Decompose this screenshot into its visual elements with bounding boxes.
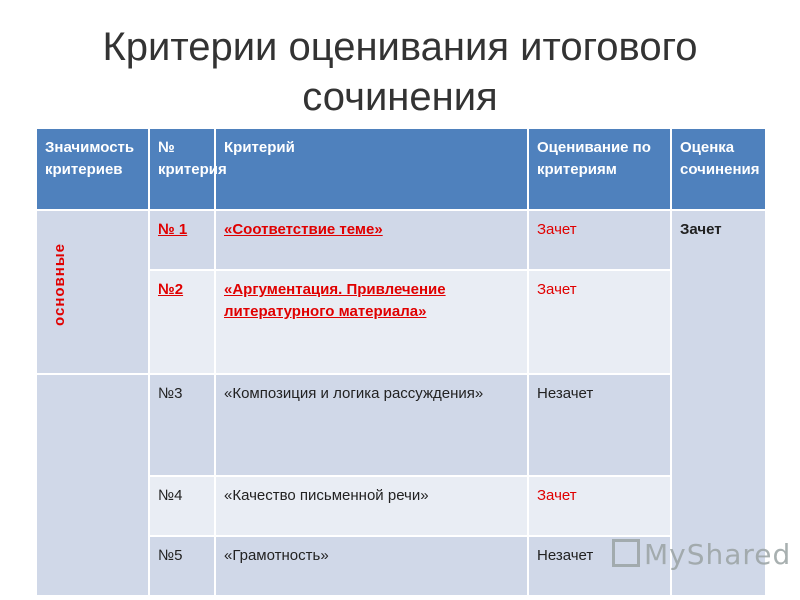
group-cell-main [36, 210, 149, 374]
header-evaluation: Оценивание по критериям [528, 128, 671, 210]
criterion-result: Зачет [528, 476, 671, 536]
table-row [36, 374, 766, 476]
group-label: основные [51, 243, 68, 326]
group-cell-other [36, 374, 149, 596]
page-title [0, 22, 800, 122]
header-grade: Оценка сочинения [671, 128, 766, 210]
criterion-name: «Качество письменной речи» [215, 476, 528, 536]
header-criterion: Критерий [215, 128, 528, 210]
criterion-result: Незачет [528, 536, 671, 596]
criterion-name: «Композиция и логика рассуждения» [215, 374, 528, 476]
title-line-1: Критерии оценивания итогового [102, 25, 698, 69]
criterion-number: №5 [149, 536, 215, 596]
criterion-number[interactable] [149, 210, 215, 270]
overall-grade: Зачет [671, 210, 766, 596]
criterion-name-link[interactable]: «Аргументация. Привлечение литературного материала» [224, 281, 446, 320]
table-header-row [36, 128, 766, 210]
criteria-table [35, 127, 767, 597]
watermark-logo-icon [612, 539, 640, 567]
watermark [612, 538, 791, 571]
criterion-number-link[interactable]: № 1 [158, 221, 188, 238]
criterion-result: Незачет [528, 374, 671, 476]
header-number: № критерия [149, 128, 215, 210]
watermark-text: MyShared [644, 538, 792, 571]
header-significance: Значимость критериев [36, 128, 149, 210]
criterion-number[interactable] [149, 270, 215, 374]
criterion-name: «Грамотность» [215, 536, 528, 596]
table-row [36, 210, 766, 270]
criterion-result: Зачет [528, 210, 671, 270]
criterion-number: №4 [149, 476, 215, 536]
criterion-name[interactable] [215, 210, 528, 270]
criterion-number: №3 [149, 374, 215, 476]
criterion-name[interactable] [215, 270, 528, 374]
criterion-number-link[interactable]: №2 [158, 281, 184, 298]
criterion-name-link[interactable]: «Соответствие теме» [224, 221, 383, 238]
title-line-2: сочинения [302, 75, 498, 119]
criterion-result: Зачет [528, 270, 671, 374]
